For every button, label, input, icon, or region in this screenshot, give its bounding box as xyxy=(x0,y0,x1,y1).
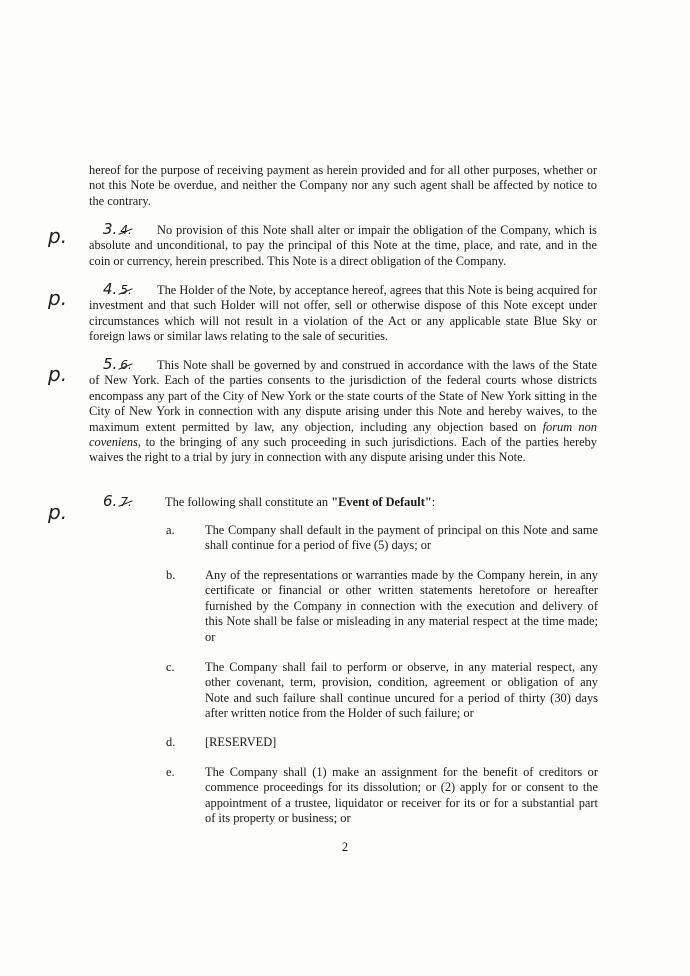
section-5-number xyxy=(89,357,157,373)
struck-number: 6. xyxy=(120,358,132,372)
section-3-number xyxy=(89,222,157,238)
item-text: The Company shall (1) make an assignment for the benefit of creditors or commence proceedings for its dissolution; or (2) apply for or consent to the appointment of a trustee, liquidator or receiver for its or for a substantial part of its property or business; or xyxy=(205,765,598,826)
section-3-paragraph xyxy=(89,222,597,269)
struck-number: 7. xyxy=(120,495,132,509)
event-of-default-term: "Event of Default" xyxy=(331,495,432,509)
struck-number: 5. xyxy=(120,283,132,297)
handwritten-initial-section-3: p. xyxy=(48,224,68,248)
continuation-paragraph xyxy=(89,163,597,209)
handwritten-number: 4. xyxy=(103,280,118,298)
handwritten-initial-section-6: p. xyxy=(48,500,68,524)
default-item-a xyxy=(166,523,598,554)
handwritten-initial-section-5: p. xyxy=(48,362,68,386)
handwritten-number: 3. xyxy=(103,220,118,238)
section-5-paragraph xyxy=(89,357,597,466)
item-text: [RESERVED] xyxy=(205,735,277,749)
item-letter: b. xyxy=(166,568,176,582)
section-3-text: No provision of this Note shall alter or impair the obligation of the Company, which is absolute and unconditional, to pay the principal of this Note at the time, place, and rate, and in the coin or currency, herein prescribed. This Note is a direct obligation of the Company. xyxy=(89,223,597,268)
continuation-text: hereof for the purpose of receiving payment as herein provided and for all other purposes, whether or not this Note be overdue, and neither the Company nor any such agent shall be affected by notice to the contrary. xyxy=(89,163,597,208)
section-5-text-a: This Note shall be governed by and construed in accordance with the laws of the State of New York. Each of the parties consents to the jurisdiction of the federal courts whose districts encompass any part of the City of New York or the state courts of the State of New York sitting in the City of New York in connection with any dispute arising under this Note and hereby waives, to the maximum extent permitted by law, any objection, including any objection based on xyxy=(89,358,597,434)
section-6-text-a: The following shall constitute an xyxy=(165,495,332,509)
item-text: Any of the representations or warranties made by the Company herein, in any certificate or financial or other written statements heretofore or hereafter furnished by the Company in connection with the execution and delivery of this Note shall be false or misleading in any material respect at the time made; or xyxy=(205,568,598,644)
default-item-e xyxy=(166,765,598,827)
handwritten-number: 5. xyxy=(103,355,118,373)
item-letter: a. xyxy=(166,523,175,537)
section-6-paragraph xyxy=(89,494,597,510)
item-letter: e. xyxy=(166,765,175,779)
handwritten-initial-section-4: p. xyxy=(48,286,68,310)
section-4-number xyxy=(89,282,157,298)
section-6-text-b: : xyxy=(431,495,436,509)
item-letter: c. xyxy=(166,660,175,674)
item-text: The Company shall fail to perform or observe, in any material respect, any other covenant, term, provision, condition, agreement or obligation of any Note and such failure shall continue uncured for a period of thirty (30) days after written notice from the Holder of such failure; or xyxy=(205,660,598,721)
section-4-text: The Holder of the Note, by acceptance hereof, agrees that this Note is being acquired for investment and that such Holder will not offer, sell or otherwise dispose of this Note except under circumstances which will not result in a violation of the Act or any applicable state Blue Sky or foreign laws or similar laws relating to the sale of securities. xyxy=(89,283,597,344)
page-number: 2 xyxy=(341,840,349,854)
default-item-d xyxy=(166,735,598,750)
handwritten-number: 6. xyxy=(103,492,118,510)
struck-number: 4. xyxy=(120,223,132,237)
section-5-text-b: , to the bringing of any such proceeding in such jurisdictions. Each of the parties hereby waives the right to a trial by jury in connection with any dispute arising under this Note. xyxy=(89,435,597,465)
section-5-italic-term: forum non coveniens xyxy=(89,419,597,450)
default-item-c xyxy=(166,660,598,722)
item-letter: d. xyxy=(166,735,176,749)
section-4-paragraph xyxy=(89,282,597,345)
default-item-b xyxy=(166,568,598,645)
section-6-number xyxy=(89,494,165,510)
item-text: The Company shall default in the payment of principal on this Note and same shall continue for a period of five (5) days; or xyxy=(205,523,598,553)
